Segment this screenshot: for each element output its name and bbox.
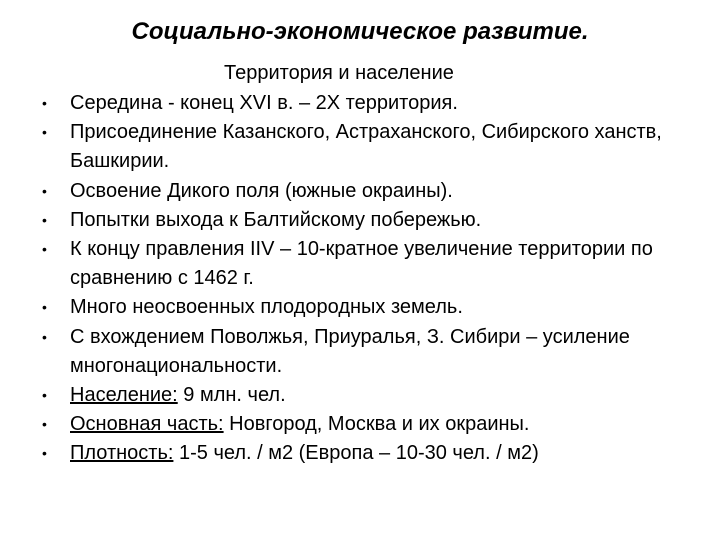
slide-subtitle: Территория и население [224, 62, 454, 84]
bullet-item [40, 323, 700, 381]
bullet-list [40, 89, 700, 469]
bullet-item-density [40, 439, 700, 468]
bullet-text: Середина - конец XVI в. – 2Х территория. [70, 92, 458, 114]
slide-title: Социально-экономическое развитие. [131, 18, 589, 45]
bullet-text: С вхождением Поволжья, Приуралья, З. Сибири – усиление многонациональности. [70, 325, 630, 377]
bullet-item [40, 118, 700, 176]
bullet-dot-icon: • [42, 445, 47, 462]
bullet-label-main-part: Основная часть: [70, 413, 224, 436]
bullet-label-population: Население: [70, 384, 178, 407]
bullet-label-density: Плотность: [70, 442, 174, 465]
bullet-dot-icon: • [42, 241, 47, 258]
bullet-item [40, 177, 700, 206]
bullet-text: Освоение Дикого поля (южные окраины). [70, 179, 453, 202]
bullet-text: Новгород, Москва и их окраины. [223, 413, 530, 436]
bullet-item [40, 206, 700, 235]
bullet-text: 9 млн. чел. [177, 384, 286, 407]
bullet-item [40, 293, 700, 322]
bullet-text: 1-5 чел. / м2 (Европа – 10-30 чел. / м2) [173, 442, 539, 465]
bullet-text: Много неосвоенных плодородных земель. [70, 296, 463, 319]
bullet-item [40, 89, 700, 118]
bullet-text: Попытки выхода к Балтийскому побережью. [70, 208, 482, 231]
bullet-dot-icon: • [42, 124, 47, 141]
bullet-dot-icon: • [42, 416, 47, 433]
bullet-dot-icon: • [42, 211, 47, 228]
bullet-dot-icon: • [42, 387, 47, 404]
bullet-item-main-part [40, 410, 700, 439]
bullet-dot-icon: • [42, 328, 47, 345]
bullet-dot-icon: • [42, 299, 47, 316]
bullet-text: К концу правления IIV – 10-кратное увеличение территории по сравнению с 1462 г. [70, 238, 653, 290]
bullet-item [40, 235, 700, 293]
bullet-dot-icon: • [42, 95, 47, 111]
bullet-text: Присоединение Казанского, Астраханского, Сибирского ханств, Башкирии. [70, 121, 662, 173]
bullet-dot-icon: • [42, 182, 47, 199]
bullet-item-population [40, 381, 700, 410]
